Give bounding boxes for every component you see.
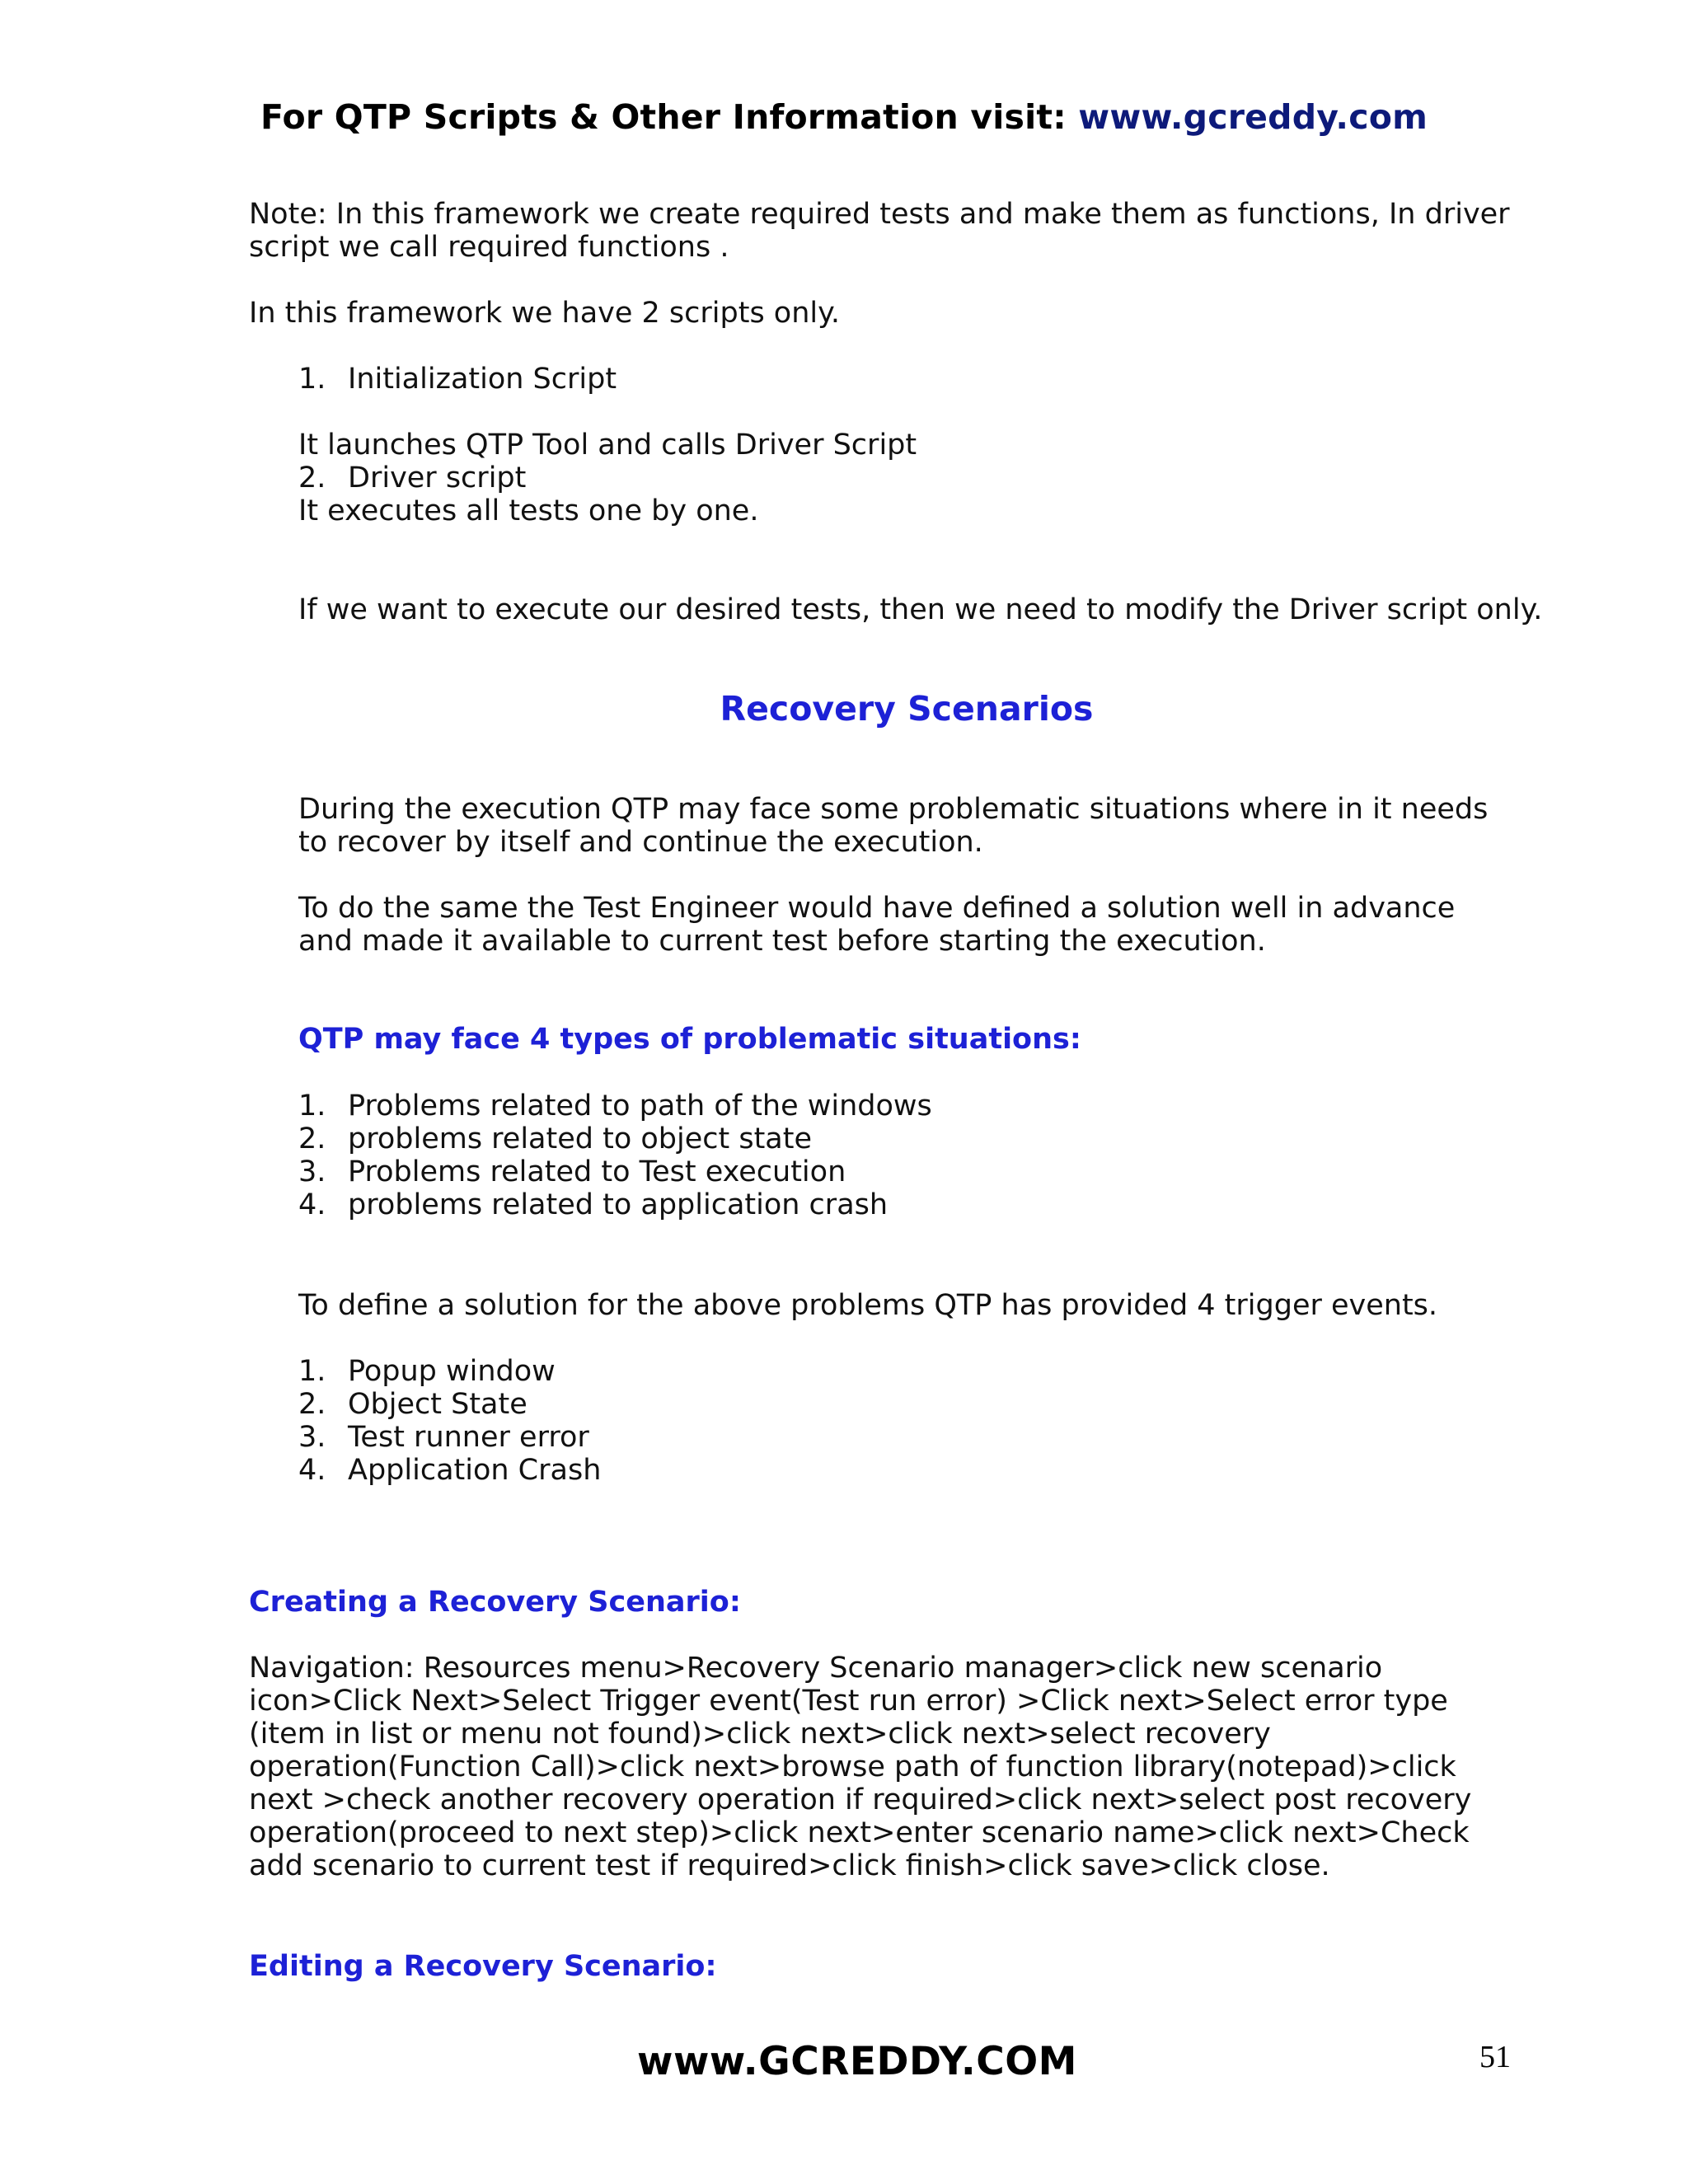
list-item-num: 3. [298,1155,326,1188]
list-item-text: problems related to application crash [348,1188,889,1221]
recovery-scenarios-title: Recovery Scenarios [720,689,1094,729]
list-item-text: Problems related to Test execution [348,1155,846,1188]
list-item-text: Popup window [348,1355,556,1388]
list-item-text: Problems related to path of the windows [348,1090,932,1122]
list-item [298,1355,601,1388]
creating-navigation: Navigation: Resources menu>Recovery Scenario manager>click new scenario icon>Click Next>Select Trigger event(Test run error) >Click next>Select error type (item in list or menu not found)>click next>click next>select recovery operation(Function Call)>click next>browse path of function library(notepad)>click next >check another recovery operation if required>click next>select post recovery operation(proceed to next step)>click next>enter scenario name>click next>Check add scenario to current test if required>click finish>click save>click close. [249,1652,1472,1882]
list-item [298,1454,601,1487]
script-item-1-desc: It launches QTP Tool and calls Driver Script [298,429,917,462]
script-item-2 [298,462,1535,494]
list-item [298,1421,601,1454]
list-item-text: Test runner error [348,1421,589,1454]
list-item [298,1188,932,1221]
script-item-2-desc: It executes all tests one by one. [298,494,759,527]
list-item [298,1388,601,1421]
list-item-num: 2. [298,1388,326,1421]
script-item-2-label: Driver script [348,462,527,494]
list-item-text: Object State [348,1388,528,1421]
scripts-count: In this framework we have 2 scripts only. [249,297,840,330]
script-item-1-num: 1. [298,363,326,396]
list-item [298,1155,932,1188]
creating-heading: Creating a Recovery Scenario: [249,1586,741,1619]
list-item-num: 4. [298,1188,326,1221]
script-item-1-label: Initialization Script [348,363,617,396]
triggers-list [298,1355,601,1487]
list-item-num: 3. [298,1421,326,1454]
footer-site[interactable]: www.GCREDDY.COM [637,2039,1077,2084]
list-item-num: 2. [298,1122,326,1155]
modify-note: If we want to execute our desired tests, then we need to modify the Driver script only. [298,593,1543,626]
intro-note: Note: In this framework we create required tests and make them as functions, In driver script we call required functions . [249,198,1510,264]
header-site-link[interactable]: www.gcreddy.com [1078,97,1428,137]
list-item [298,1122,932,1155]
page-number: 51 [1479,2040,1511,2074]
list-item-text: Application Crash [348,1454,602,1487]
list-item [298,1090,932,1122]
page-header [0,97,1688,137]
recovery-para-1: During the execution QTP may face some problematic situations where in it needs to recover by itself and continue the execution. [298,793,1489,859]
list-item-num: 1. [298,1355,326,1388]
situations-list [298,1090,932,1221]
list-item-num: 4. [298,1454,326,1487]
header-prefix: For QTP Scripts & Other Information visit: [260,97,1079,137]
situations-heading: QTP may face 4 types of problematic situations: [298,1023,1081,1056]
script-item-2-num: 2. [298,462,326,494]
triggers-intro: To define a solution for the above problems QTP has provided 4 trigger events. [298,1289,1438,1322]
list-item-text: problems related to object state [348,1122,813,1155]
script-item-1 [298,363,1535,396]
editing-heading: Editing a Recovery Scenario: [249,1950,717,1983]
list-item-num: 1. [298,1090,326,1122]
recovery-para-2: To do the same the Test Engineer would have defined a solution well in advance and made it available to current test before starting the execution. [298,892,1456,958]
